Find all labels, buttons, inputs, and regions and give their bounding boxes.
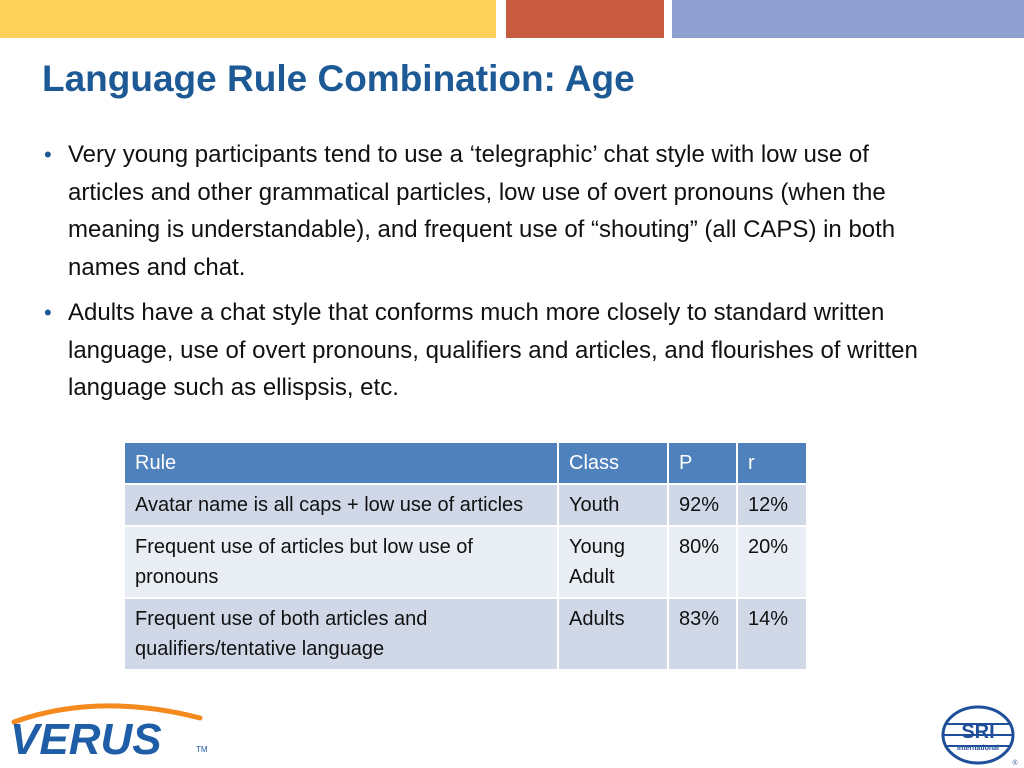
p-cell: 83% [668,598,737,670]
class-cell: Young Adult [558,526,668,598]
r-cell: 12% [737,484,807,526]
rule-cell: Avatar name is all caps + low use of articles [124,484,558,526]
column-header-class: Class [558,442,668,484]
sri-subtitle: International [956,745,1000,752]
verus-logo [8,696,230,764]
bullet-icon: • [44,300,52,325]
verus-wordmark: VERUS [10,715,162,764]
slide-title: Language Rule Combination: Age [42,58,635,99]
rule-cell: Frequent use of both articles and qualifiers/tentative language [124,598,558,670]
bullet-icon: • [44,142,52,167]
table-header-row [124,442,807,484]
class-cell: Youth [558,484,668,526]
bullet-item [42,136,942,286]
top-bar-blue [672,0,1024,38]
p-cell: 80% [668,526,737,598]
class-cell: Adults [558,598,668,670]
column-header-rule: Rule [124,442,558,484]
p-cell: 92% [668,484,737,526]
r-cell: 20% [737,526,807,598]
bullet-item [42,294,942,407]
table-row [124,484,807,526]
sri-wordmark: SRI [961,721,995,743]
rules-table [123,441,808,671]
bullet-text: Very young participants tend to use a ‘telegraphic’ chat style with low use of articles and other grammatical particles, low use of overt pronouns (when the meaning is understandable), and frequent use of “shouting” (all CAPS) in both names and chat. [68,141,896,281]
table-row [124,526,807,598]
sri-logo [938,704,1020,766]
r-cell: 14% [737,598,807,670]
column-header-r: r [737,442,807,484]
rule-cell: Frequent use of articles but low use of pronouns [124,526,558,598]
column-header-p: P [668,442,737,484]
verus-trademark: TM [196,745,208,754]
sri-registered-mark: ® [1012,760,1018,766]
top-bar-red [506,0,664,38]
table-row [124,598,807,670]
bullet-list [42,136,942,415]
bullet-text: Adults have a chat style that conforms much more closely to standard written language, use of overt pronouns, qualifiers and articles, and flourishes of written language such as ellispsis, etc. [68,299,918,401]
top-bar-yellow [0,0,496,38]
